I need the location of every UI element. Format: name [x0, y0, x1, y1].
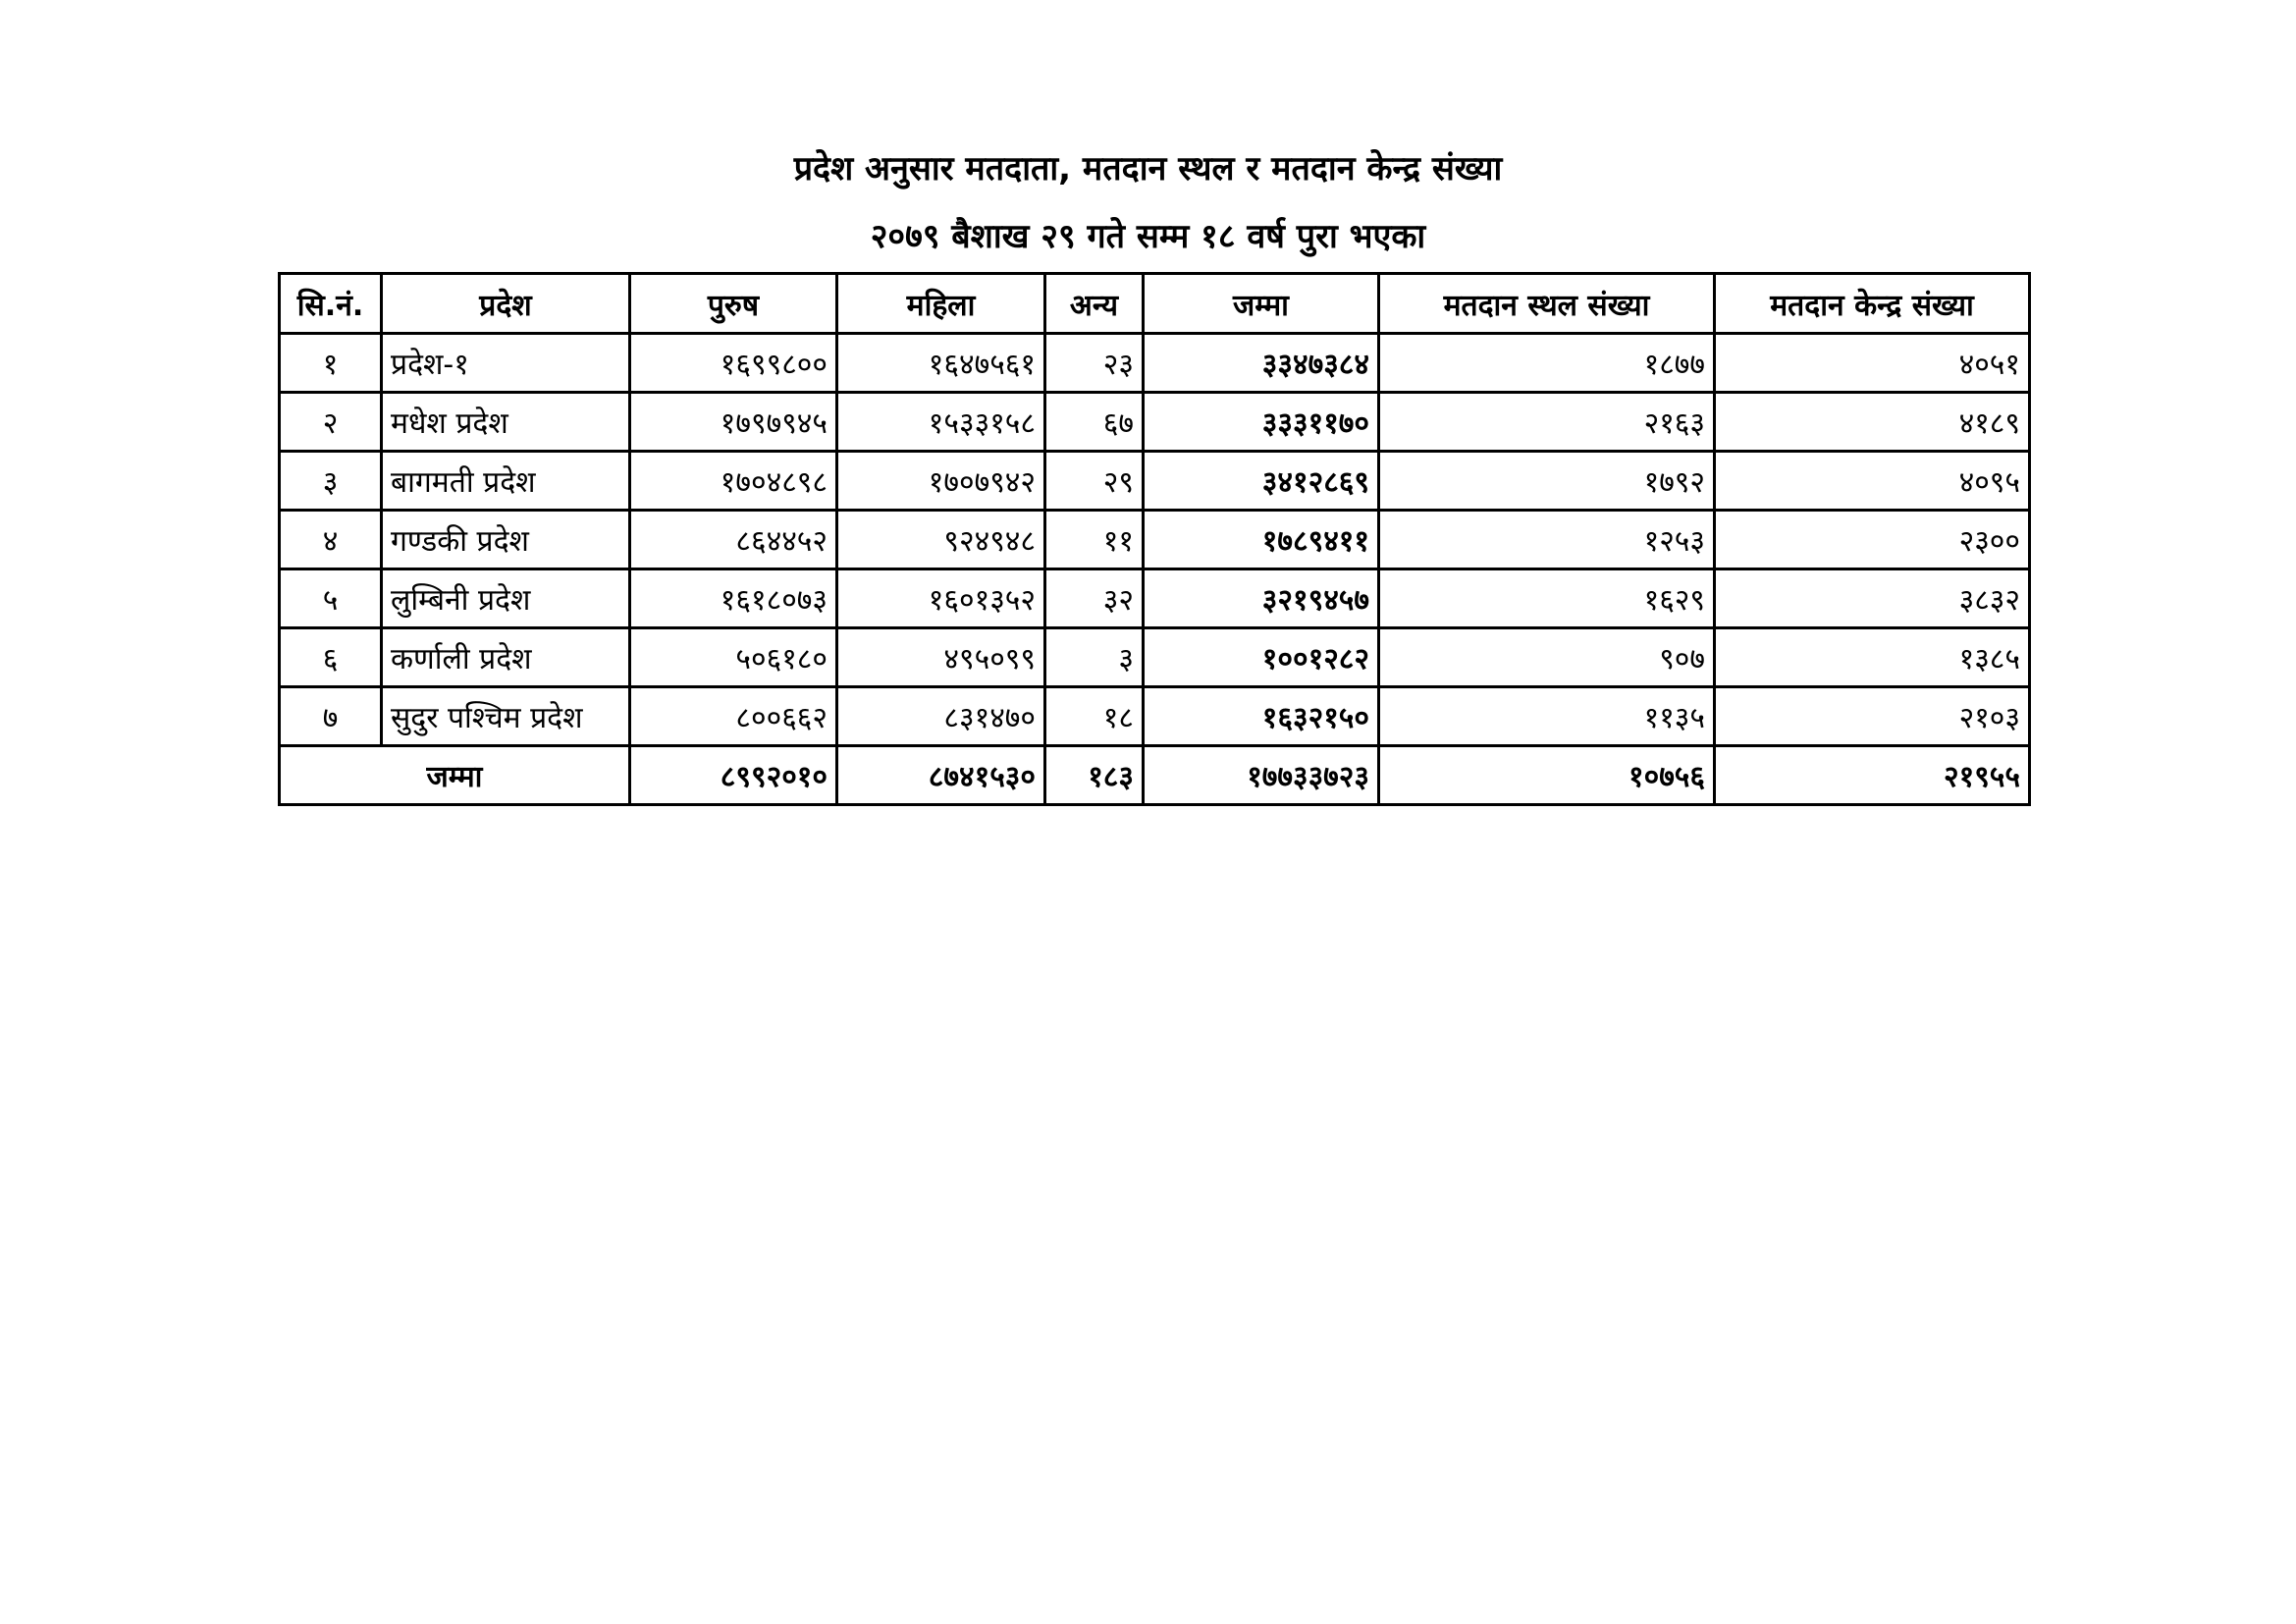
table-row	[280, 569, 2030, 628]
column-header-other: अन्य	[1045, 274, 1144, 334]
cell-total: १००१२८२	[1144, 628, 1379, 687]
cell-total: ३४१२८६९	[1144, 452, 1379, 511]
column-header-male: पुरुष	[630, 274, 837, 334]
page-subtitle: २०७९ बैशाख २९ गते सम्म १८ वर्ष पुरा भएका	[870, 217, 1426, 256]
cell-sn: १	[280, 334, 382, 393]
cell-polling-centers: ४०५१	[1715, 334, 2030, 393]
cell-male: १६१८०७३	[630, 569, 837, 628]
table-row	[280, 687, 2030, 746]
cell-sn: ५	[280, 569, 382, 628]
cell-other: २३	[1045, 334, 1144, 393]
column-header-polling-places: मतदान स्थल संख्या	[1379, 274, 1715, 334]
cell-male: १६९९८००	[630, 334, 837, 393]
cell-other: २९	[1045, 452, 1144, 511]
cell-province: लुम्बिनी प्रदेश	[382, 569, 630, 628]
total-female: ८७४१५३०	[837, 746, 1045, 805]
cell-other: ३	[1045, 628, 1144, 687]
voter-statistics-table	[278, 272, 2031, 806]
cell-male: ८६४४५२	[630, 511, 837, 569]
total-total: १७७३३७२३	[1144, 746, 1379, 805]
table-total-row	[280, 746, 2030, 805]
cell-male: १७०४८९८	[630, 452, 837, 511]
cell-polling-places: १८७७	[1379, 334, 1715, 393]
cell-polling-centers: ३८३२	[1715, 569, 2030, 628]
column-header-sn: सि.नं.	[280, 274, 382, 334]
table-row	[280, 511, 2030, 569]
cell-other: ११	[1045, 511, 1144, 569]
cell-province: बागमती प्रदेश	[382, 452, 630, 511]
cell-total: १६३२१५०	[1144, 687, 1379, 746]
cell-total: १७८९४११	[1144, 511, 1379, 569]
cell-female: ९२४९४८	[837, 511, 1045, 569]
cell-province: सुदुर पश्चिम प्रदेश	[382, 687, 630, 746]
cell-male: ८००६६२	[630, 687, 837, 746]
table-row	[280, 334, 2030, 393]
column-header-total: जम्मा	[1144, 274, 1379, 334]
table-row	[280, 393, 2030, 452]
cell-total: ३३३११७०	[1144, 393, 1379, 452]
cell-sn: ७	[280, 687, 382, 746]
cell-polling-places: ११३५	[1379, 687, 1715, 746]
cell-polling-centers: १३८५	[1715, 628, 2030, 687]
table-row	[280, 628, 2030, 687]
cell-province: कर्णाली प्रदेश	[382, 628, 630, 687]
cell-female: ४९५०९९	[837, 628, 1045, 687]
table-row	[280, 452, 2030, 511]
cell-female: १७०७९४२	[837, 452, 1045, 511]
total-polling-centers: २१९५५	[1715, 746, 2030, 805]
cell-male: ५०६१८०	[630, 628, 837, 687]
cell-female: १६४७५६१	[837, 334, 1045, 393]
cell-province: मधेश प्रदेश	[382, 393, 630, 452]
cell-polling-centers: ४१८९	[1715, 393, 2030, 452]
cell-female: १५३३१५८	[837, 393, 1045, 452]
cell-sn: ३	[280, 452, 382, 511]
cell-polling-places: ९०७	[1379, 628, 1715, 687]
cell-sn: २	[280, 393, 382, 452]
cell-province: गण्डकी प्रदेश	[382, 511, 630, 569]
total-other: १८३	[1045, 746, 1144, 805]
cell-male: १७९७९४५	[630, 393, 837, 452]
cell-female: १६०१३५२	[837, 569, 1045, 628]
cell-total: ३३४७३८४	[1144, 334, 1379, 393]
cell-polling-places: १७९२	[1379, 452, 1715, 511]
cell-province: प्रदेश-१	[382, 334, 630, 393]
cell-polling-places: १६२९	[1379, 569, 1715, 628]
cell-other: ६७	[1045, 393, 1144, 452]
cell-polling-centers: २१०३	[1715, 687, 2030, 746]
column-header-province: प्रदेश	[382, 274, 630, 334]
table-header-row	[280, 274, 2030, 334]
total-polling-places: १०७५६	[1379, 746, 1715, 805]
cell-female: ८३१४७०	[837, 687, 1045, 746]
cell-other: १८	[1045, 687, 1144, 746]
cell-polling-places: २१६३	[1379, 393, 1715, 452]
cell-polling-centers: ४०९५	[1715, 452, 2030, 511]
total-label: जम्मा	[280, 746, 630, 805]
page-title: प्रदेश अनुसार मतदाता, मतदान स्थल र मतदान केन्द्र संख्या	[793, 149, 1503, 189]
column-header-female: महिला	[837, 274, 1045, 334]
cell-polling-centers: २३००	[1715, 511, 2030, 569]
cell-other: ३२	[1045, 569, 1144, 628]
cell-total: ३२१९४५७	[1144, 569, 1379, 628]
total-male: ८९९२०१०	[630, 746, 837, 805]
cell-polling-places: १२५३	[1379, 511, 1715, 569]
cell-sn: ४	[280, 511, 382, 569]
column-header-polling-centers: मतदान केन्द्र संख्या	[1715, 274, 2030, 334]
cell-sn: ६	[280, 628, 382, 687]
